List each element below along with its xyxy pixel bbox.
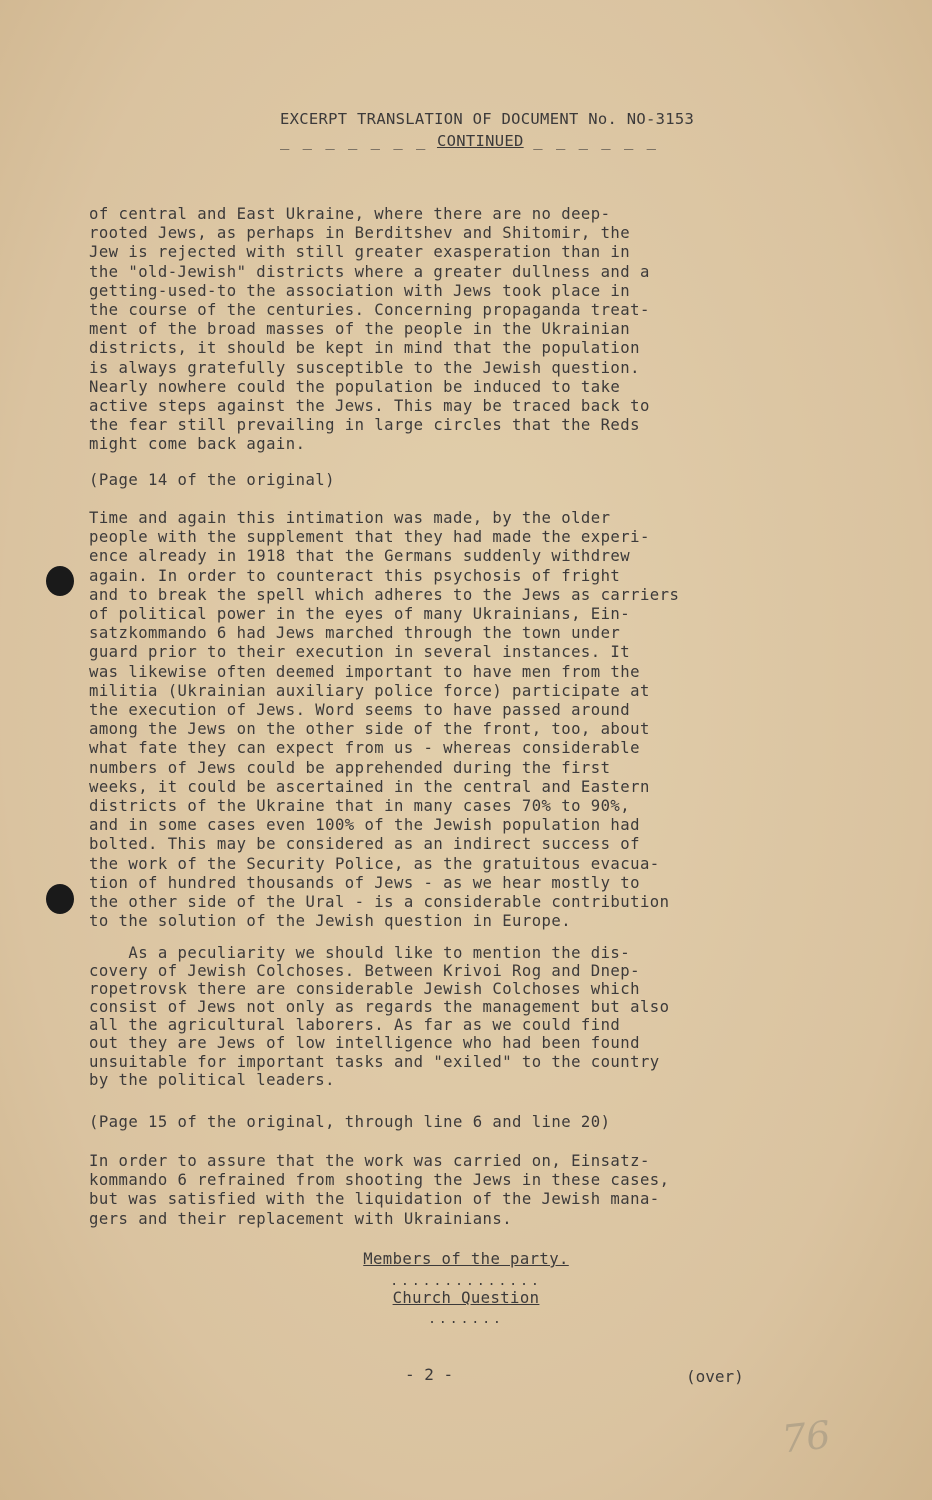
header-dashes-right: _ _ _ _ _ _	[533, 132, 658, 150]
section-heading: Members of the party.	[363, 1250, 569, 1268]
punch-hole-top	[46, 566, 74, 596]
paragraph-2: Time and again this intimation was made, by the older people with the supplement that they had made the experi- ence already in 1918 that the Germans suddenly withdrew again. In order to counteract this psychosis of fright and to break the spell which adheres to the Jews as carriers of political power in the eyes of many Ukrainians, Ein- satzkommando 6 had Jews marched through the town under guard prior to their execution in several instances. It was likewise often deemed important to have men from the militia (Ukrainian auxiliary police force) participate at the execution of Jews. Word seems to have passed around among the Jews on the other side of the front, too, about what fate they can expect from us - whereas considerable numbers of Jews could be apprehended during the first weeks, it could be ascertained in the central and Eastern districts of the Ukraine that in many cases 70% to 90%, and in some cases even 100% of the Jewish population had bolted. This may be considered as an indirect success of the work of the Security Police, as the gratuitous evacua- tion of hundred thousands of Jews - as we hear mostly to the other side of the Ural - is a considerable contribution to the solution of the Jewish question in Europe.	[89, 509, 680, 931]
paragraph-4: In order to assure that the work was carried on, Einsatz- kommando 6 refrained from shooting the Jews in these cases, but was satisfied with the liquidation of the Jewish mana- gers and their replacement with Ukrainians.	[89, 1152, 670, 1228]
over-note: (over)	[686, 1367, 744, 1386]
section-church-question	[0, 1289, 932, 1307]
page-note-15: (Page 15 of the original, through line 6 and line 20)	[89, 1113, 611, 1131]
header-continued-line	[280, 130, 770, 152]
section-members-of-party	[0, 1250, 932, 1268]
header-title: EXCERPT TRANSLATION OF DOCUMENT No. NO-3153	[280, 110, 695, 128]
punch-hole-bottom	[46, 884, 74, 914]
section-heading: Church Question	[392, 1289, 540, 1307]
separator-dots-1: ..............	[390, 1274, 542, 1289]
paragraph-3: As a peculiarity we should like to mention the dis- covery of Jewish Colchoses. Between Krivoi Rog and Dnep- ropetrovsk there are considerable Jewish Colchoses which consist of Jews not only as regards the management but also all the agricultural laborers. As far as we could find out they are Jews of low intelligence who had been found unsuitable for important tasks and "exiled" to the country by the political leaders.	[89, 944, 670, 1089]
paragraph-1: of central and East Ukraine, where there are no deep- rooted Jews, as perhaps in Berditshev and Shitomir, the Jew is rejected with still greater exasperation than in the "old-Jewish" districts where a greater dullness and a getting-used-to the association with Jews took place in the course of the centuries. Concerning propaganda treat- ment of the broad masses of the people in the Ukrainian districts, it should be kept in mind that the population is always gratefully susceptible to the Jewish question. Nearly nowhere could the population be induced to take active steps against the Jews. This may be traced back to the fear still prevailing in large circles that the Reds might come back again.	[89, 205, 650, 454]
page-note-14: (Page 14 of the original)	[89, 471, 335, 489]
separator-dots-2: .......	[428, 1312, 504, 1327]
header-dashes-left: _ _ _ _ _ _ _	[280, 132, 428, 150]
document-header	[280, 108, 770, 152]
page-number: - 2 -	[405, 1365, 454, 1384]
handwritten-page-note: 76	[779, 1412, 833, 1462]
header-subtitle: CONTINUED	[436, 132, 524, 150]
